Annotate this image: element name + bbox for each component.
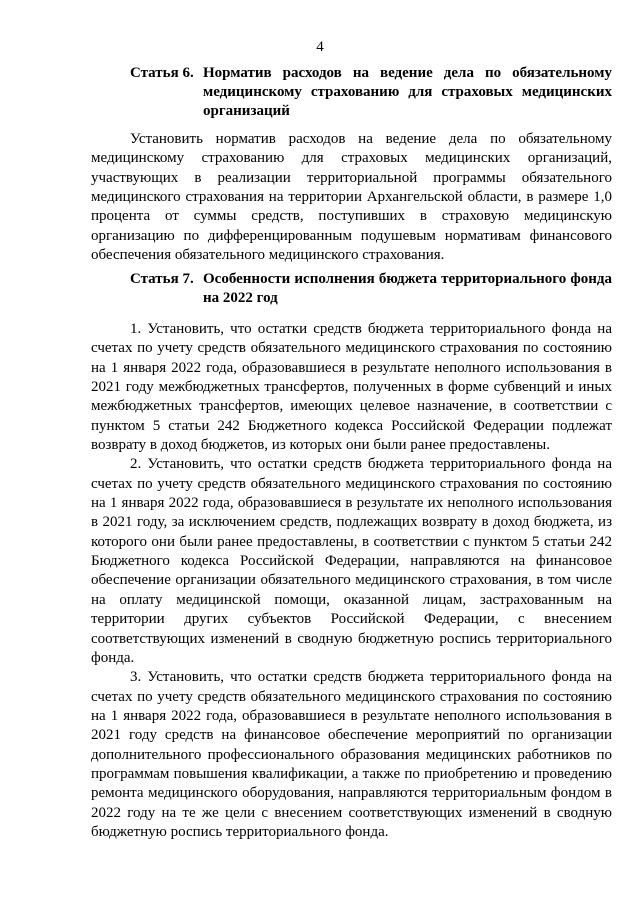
article-6-label: Статья 6. (130, 65, 194, 81)
page-number: 4 (316, 39, 324, 55)
article-6-heading (130, 64, 612, 121)
article-7-title: Особенности исполнения бюджета территориального фонда на 2022 год (203, 271, 612, 306)
article-6-body (91, 130, 612, 265)
article-6-title: Норматив расходов на ведение дела по обязательному медицинскому страхованию для страховых медицинских организаций (203, 65, 612, 119)
article-7-paragraph-3: 3. Установить, что остатки средств бюджета территориального фонда на счетах по учету средств обязательного медицинского страхования по состоянию на 1 января 2022 года, образовавшиеся в результате неполного использования в 2021 году средств на финансовое обеспечение мероприятий по организации дополнительного профессионального образования медицинских работников по программам повышения квалификации, а также по приобретению и проведению ремонта медицинского оборудования, направляются территориальным фондом в 2022 году на те же цели с внесением соответствующих изменений в сводную бюджетную роспись территориального фонда. (91, 669, 612, 840)
article-7-paragraph-1: 1. Установить, что остатки средств бюджета территориального фонда на счетах по учету средств обязательного медицинского страхования по состоянию на 1 января 2022 года, образовавшиеся в результате неполного использования в 2021 году межбюджетных трансфертов, полученных в форме субвенций и иных межбюджетных трансфертов, имеющих целевое назначение, в соответствии с пунктом 5 статьи 242 Бюджетного кодекса Российской Федерации подлежат возврату в доход бюджетов, из которых они были ранее предоставлены. (91, 321, 612, 454)
article-7-heading (130, 270, 612, 308)
article-7-paragraph-2: 2. Установить, что остатки средств бюджета территориального фонда на счетах по учету средств обязательного медицинского страхования по состоянию на 1 января 2022 года, образовавшиеся в результате их неполного использования в 2021 году, за исключением средств, подлежащих возврату в доход бюджета, из которого они были ранее предоставлены, в соответствии с пунктом 5 статьи 242 Бюджетного кодекса Российской Федерации, направляются на финансовое обеспечение организации обязательного медицинского страхования, в том числе на оплату медицинской помощи, оказанной лицам, застрахованным на территории других субъектов Российской Федерации, с внесением соответствующих изменений в сводную бюджетную роспись территориального фонда. (91, 456, 612, 666)
article-7-body (91, 320, 612, 842)
article-6-paragraph: Установить норматив расходов на ведение дела по обязательному медицинскому страхованию для страховых медицинских организаций, участвующих в реализации территориальной программы обязательного медицинского страхования на территории Архангельской области, в размере 1,0 процента от суммы средств, поступивших в страховую медицинскую организацию по дифференцированным подушевым нормативам финансового обеспечения обязательного медицинского страхования. (91, 131, 612, 264)
article-7-label: Статья 7. (130, 271, 194, 287)
